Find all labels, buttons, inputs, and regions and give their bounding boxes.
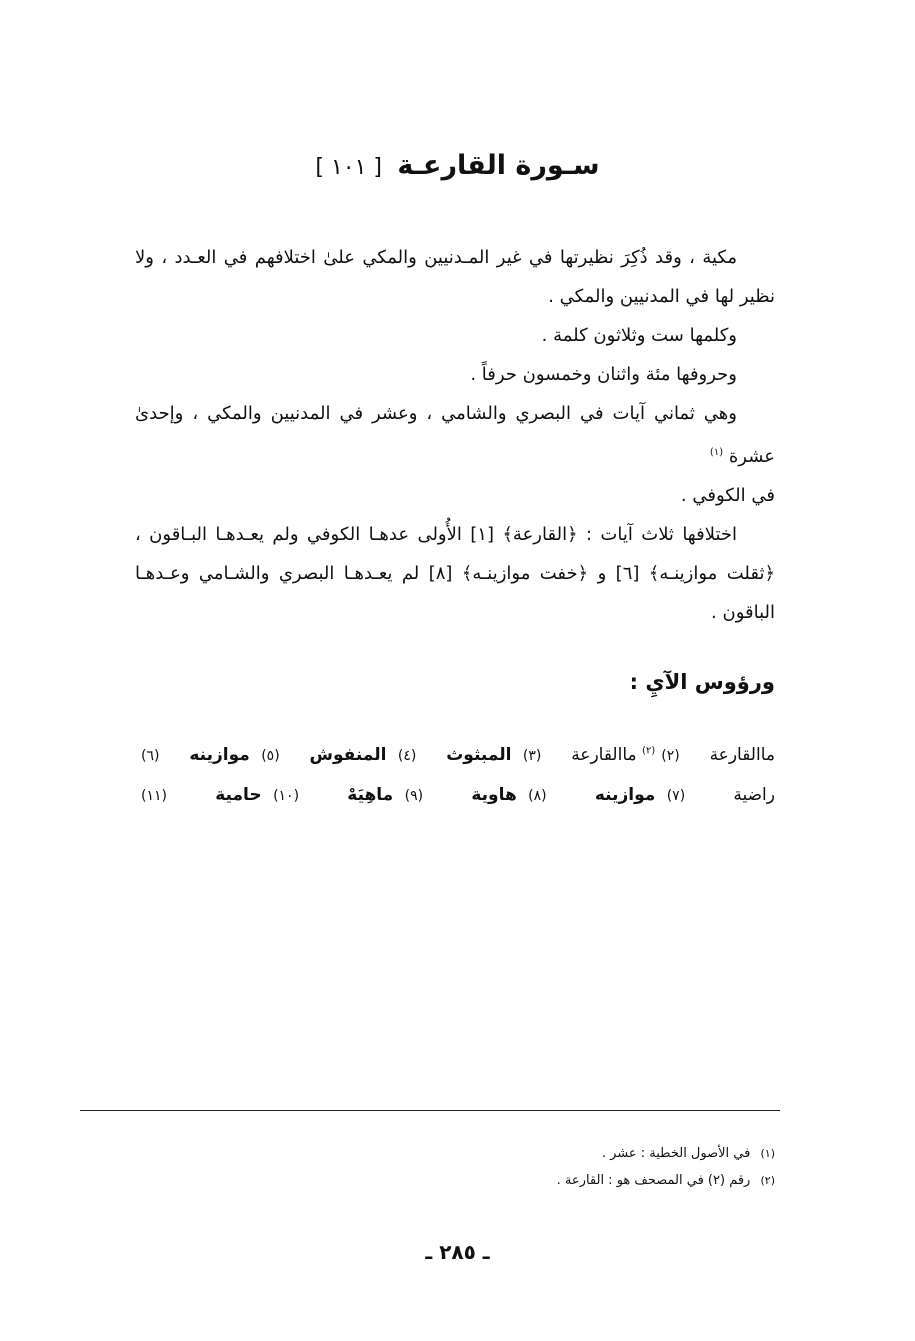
verse-ending-word: ماالقارعة xyxy=(571,745,637,765)
footnote-text: في الأصول الخطية : عشر . xyxy=(601,1146,751,1161)
verse-ending-word: ماالقارعة xyxy=(709,745,775,765)
verse-ending-item xyxy=(446,745,541,765)
verse-ending-item xyxy=(135,785,167,805)
surah-title xyxy=(0,150,915,181)
verse-endings xyxy=(135,735,775,815)
footnote-2 xyxy=(557,1167,775,1194)
verse-ending-word: موازينه xyxy=(594,785,656,805)
verse-ending-item xyxy=(571,745,680,765)
verse-ending-word: راضية xyxy=(733,785,775,805)
verse-ending-number: (٥) xyxy=(261,748,280,764)
verse-ending-item xyxy=(595,785,685,805)
paragraph-words: وكلمها ست وثلاثون كلمة . xyxy=(541,325,737,346)
footnote-text: رقم (٢) في المصحف هو : القارعة . xyxy=(556,1173,751,1188)
verse-ending-item xyxy=(310,745,417,765)
verse-endings-row-2 xyxy=(135,775,775,815)
verse-ending-word: حامية xyxy=(215,785,262,805)
footnote-ref-1: (١) xyxy=(709,447,724,458)
paragraph-verses xyxy=(135,394,775,476)
footnote-mark: (٢) xyxy=(760,1174,775,1187)
page-number: ـ ٢٨٥ ـ xyxy=(425,1240,490,1264)
verse-ending-item xyxy=(135,745,159,765)
paragraph-intro: مكية ، وقد ذُكِرَ نظيرتها في غير المـدنيين والمكي علىٰ اختلافهم في العـدد ، ولا نظير لها في المدنيين والمكي . xyxy=(135,247,775,307)
verse-ending-item xyxy=(733,785,775,805)
body-text xyxy=(135,238,775,632)
verse-ending-number: (٢) xyxy=(661,748,680,764)
verse-ending-number: (١٠) xyxy=(273,788,300,804)
paragraph-verses-cont: في الكوفي . xyxy=(680,485,775,506)
footnote-divider xyxy=(80,1110,780,1111)
verse-ending-item xyxy=(347,785,423,805)
footnotes xyxy=(557,1140,775,1194)
verse-endings-row-1 xyxy=(135,735,775,775)
verse-ending-word: هاوية xyxy=(471,785,517,805)
footnote-ref-2: (٢) xyxy=(642,745,656,757)
verse-ending-item xyxy=(471,785,546,805)
verse-ending-word: المنفوش xyxy=(309,745,387,765)
verse-ending-number: (١١) xyxy=(141,788,168,804)
paragraph-verses-text: وهي ثماني آيات في البصري والشامي ، وعشر في المدنيين والمكي ، وإحدىٰ عشرة xyxy=(135,403,775,467)
verse-ending-number: (٧) xyxy=(666,788,686,804)
verse-ending-number: (٨) xyxy=(528,788,547,804)
verse-ending-number: (٣) xyxy=(522,748,542,764)
verse-ending-number: (٩) xyxy=(404,788,424,804)
verse-ending-item xyxy=(189,745,279,765)
verse-ending-number: (٤) xyxy=(397,748,417,764)
surah-number: [ ١٠١ ] xyxy=(315,155,383,180)
verse-endings-heading: ورؤوس الآيِ : xyxy=(629,670,775,694)
surah-title-text: سـورة القارعـة xyxy=(397,150,600,181)
paragraph-differences: اختلافها ثلاث آيات : ﴿القارعة﴾ [١] الأُولى عدهـا الكوفي ولم يعـدهـا البـاقون ، ﴿ثقلت موازينـه﴾ [٦] و ﴿خفت موازينـه﴾ [٨] لم يعـدهـا البصري والشـامي وعـدهـا الباقون . xyxy=(135,524,776,623)
verse-ending-number: (٦) xyxy=(141,748,160,764)
verse-ending-item xyxy=(710,745,775,765)
verse-ending-item xyxy=(215,785,299,805)
verse-ending-word: ماهِيَهْ xyxy=(347,785,394,805)
paragraph-letters: وحروفها مئة واثنان وخمسون حرفاً . xyxy=(470,364,737,385)
footnote-mark: (١) xyxy=(760,1147,775,1160)
verse-ending-word: المبثوث xyxy=(446,745,512,765)
footnote-1 xyxy=(557,1140,775,1167)
verse-ending-word: موازينه xyxy=(189,745,250,765)
